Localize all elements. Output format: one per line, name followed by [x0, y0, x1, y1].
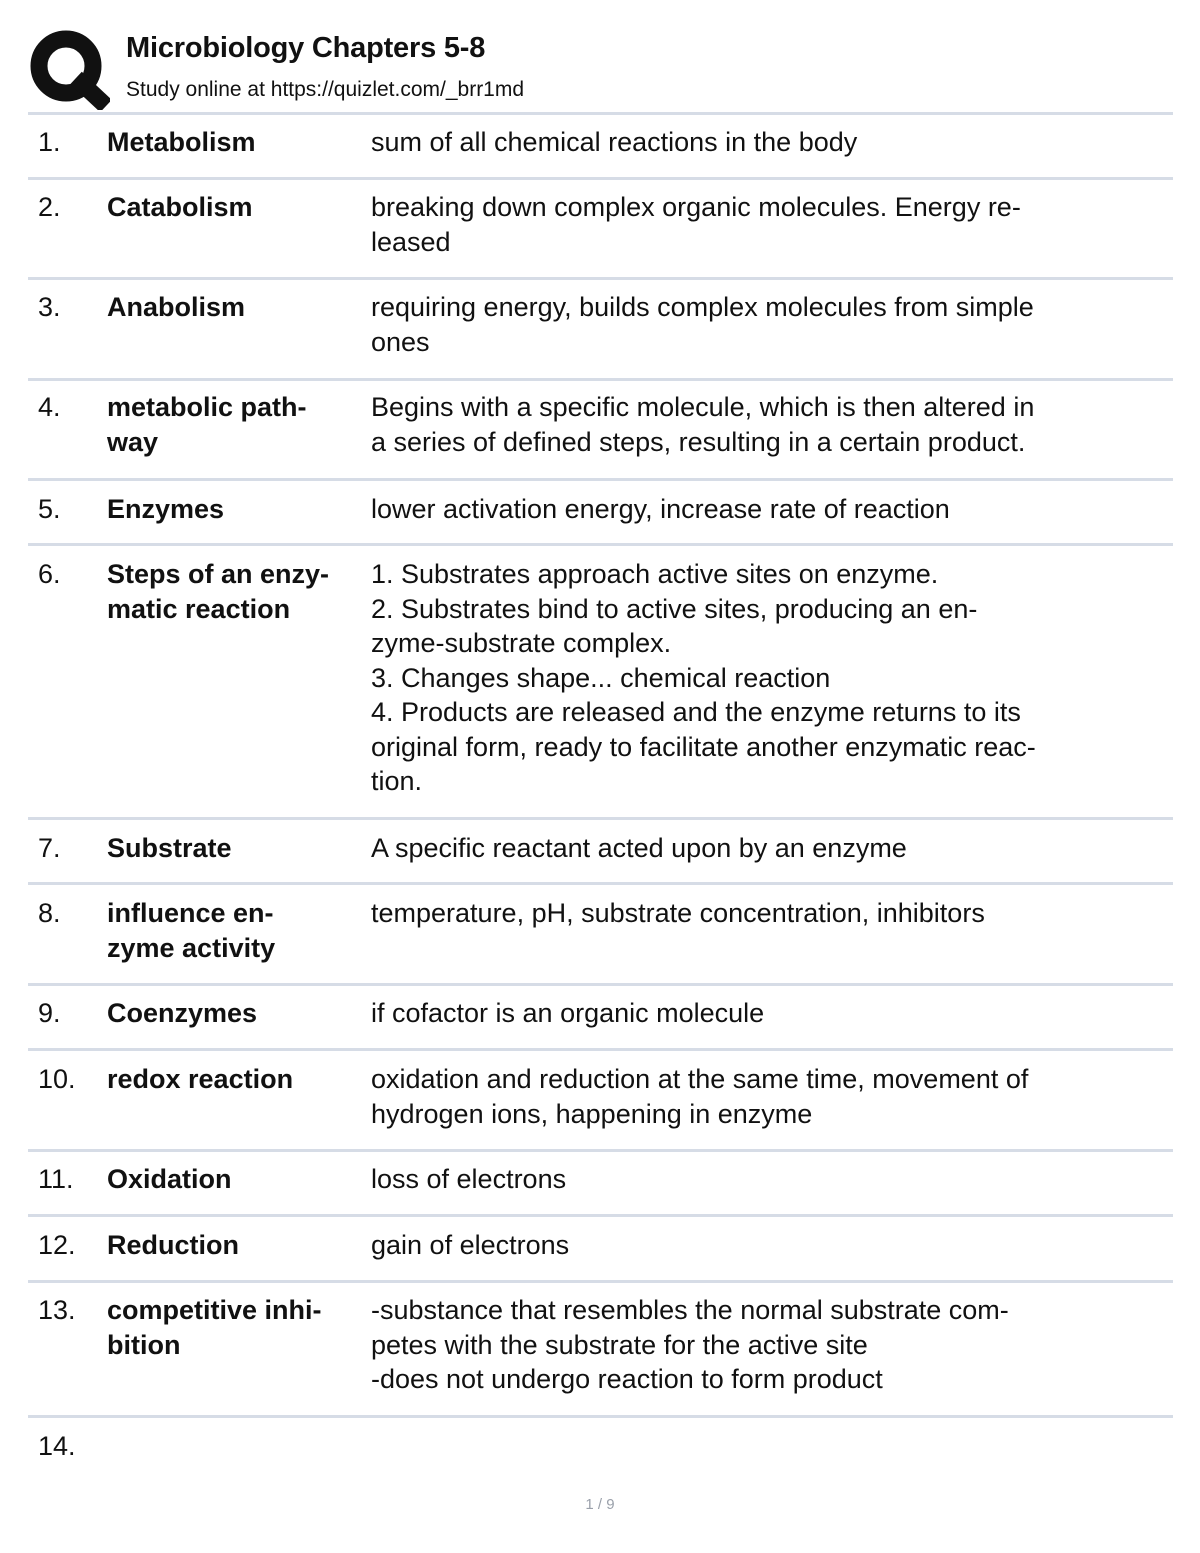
- divider: [28, 378, 1173, 381]
- divider: [28, 478, 1173, 481]
- card-definition: loss of electrons: [371, 1164, 567, 1194]
- divider: [28, 817, 1173, 820]
- card-number: 8.: [38, 898, 61, 928]
- card-term: Reduction: [107, 1230, 239, 1260]
- card-number: 4.: [38, 392, 61, 422]
- page-title: Microbiology Chapters 5-8: [126, 32, 486, 64]
- card-term: Steps of an enzy- matic reaction: [107, 559, 330, 624]
- divider: [28, 543, 1173, 546]
- card-number: 9.: [38, 998, 61, 1028]
- card-definition: A specific reactant acted upon by an enzyme: [371, 833, 907, 863]
- quizlet-logo-icon: [28, 28, 110, 110]
- card-number: 12.: [38, 1230, 76, 1260]
- divider: [28, 1415, 1173, 1418]
- card-term: Oxidation: [107, 1164, 232, 1194]
- card-number: 2.: [38, 192, 61, 222]
- divider: [28, 277, 1173, 280]
- card-term: metabolic path- way: [107, 392, 307, 457]
- card-definition: gain of electrons: [371, 1230, 570, 1260]
- card-definition: lower activation energy, increase rate of reaction: [371, 494, 950, 524]
- card-term: Coenzymes: [107, 998, 258, 1028]
- divider: [28, 1280, 1173, 1283]
- card-term: Substrate: [107, 833, 232, 863]
- card-number: 5.: [38, 494, 61, 524]
- card-definition: -substance that resembles the normal substrate com- petes with the substrate for the active site -does not undergo reaction to form product: [371, 1295, 1009, 1394]
- card-definition: temperature, pH, substrate concentration, inhibitors: [371, 898, 985, 928]
- card-term: competitive inhi- bition: [107, 1295, 322, 1360]
- card-term: Anabolism: [107, 292, 246, 322]
- card-definition: 1. Substrates approach active sites on enzyme. 2. Substrates bind to active sites, producing an en- zyme-substrate complex. 3. Changes shape... chemical reaction 4. Products are released and the enzyme returns to its original form, ready to facilitate another enzymatic reac- tion.: [371, 559, 1036, 796]
- divider: [28, 1048, 1173, 1051]
- card-term: Catabolism: [107, 192, 253, 222]
- study-link-text: Study online at https://quizlet.com/_brr1md: [126, 78, 525, 101]
- card-number: 7.: [38, 833, 61, 863]
- card-term: Enzymes: [107, 494, 225, 524]
- card-number: 14.: [38, 1431, 76, 1461]
- card-definition: oxidation and reduction at the same time, movement of hydrogen ions, happening in enzyme: [371, 1064, 1029, 1129]
- divider: [28, 1214, 1173, 1217]
- card-term: Metabolism: [107, 127, 256, 157]
- card-definition: breaking down complex organic molecules. Energy re- leased: [371, 192, 1021, 257]
- card-number: 10.: [38, 1064, 76, 1094]
- divider: [28, 983, 1173, 986]
- card-definition: if cofactor is an organic molecule: [371, 998, 765, 1028]
- card-number: 1.: [38, 127, 61, 157]
- divider: [28, 882, 1173, 885]
- divider: [28, 1149, 1173, 1152]
- page-number: 1 / 9: [585, 1496, 615, 1513]
- card-definition: requiring energy, builds complex molecules from simple ones: [371, 292, 1034, 357]
- card-term: influence en- zyme activity: [107, 898, 276, 963]
- card-term: redox reaction: [107, 1064, 294, 1094]
- divider: [28, 177, 1173, 180]
- divider: [28, 112, 1173, 115]
- card-number: 3.: [38, 292, 61, 322]
- card-number: 11.: [38, 1164, 74, 1194]
- card-number: 13.: [38, 1295, 76, 1325]
- page-header: [0, 0, 1200, 112]
- card-definition: sum of all chemical reactions in the body: [371, 127, 858, 157]
- card-number: 6.: [38, 559, 61, 589]
- card-definition: Begins with a specific molecule, which is then altered in a series of defined steps, resulting in a certain product.: [371, 392, 1035, 457]
